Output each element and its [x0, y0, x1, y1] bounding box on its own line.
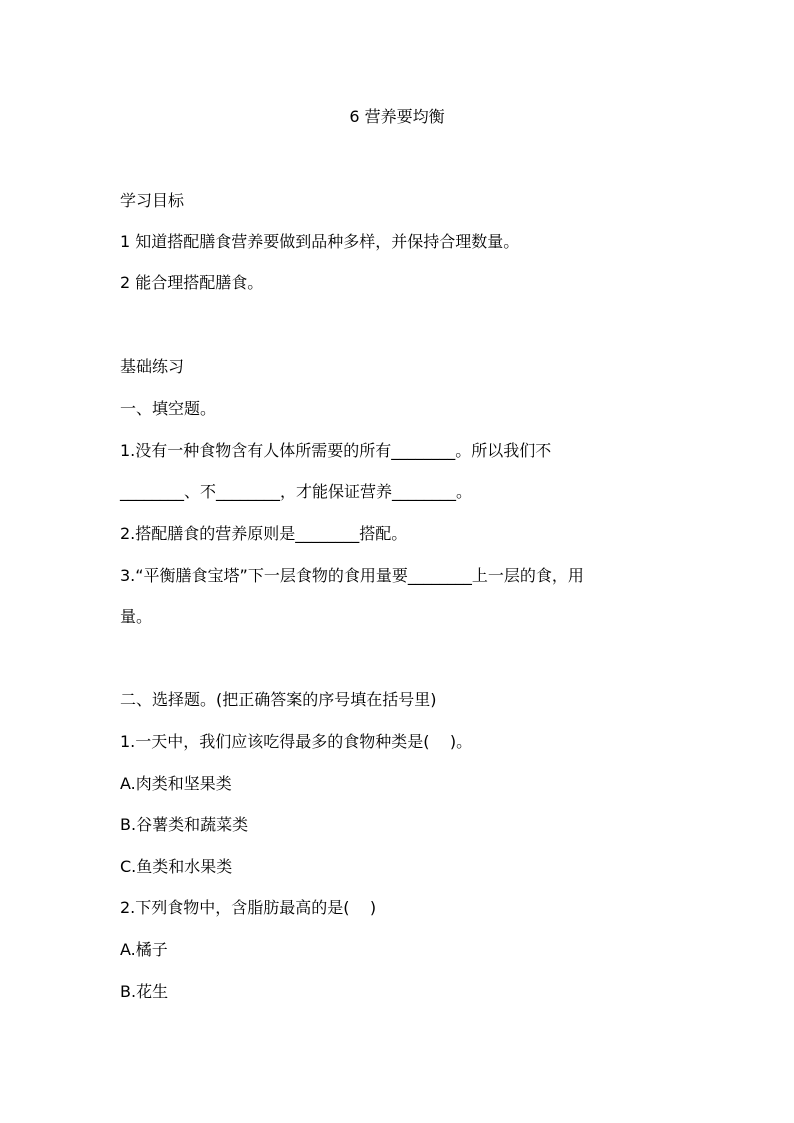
fill-blank-heading: 一、填空题。: [120, 399, 217, 418]
fill-blank-line: 1.没有一种食物含有人体所需要的所有________。所以我们不: [120, 441, 552, 460]
document-title: 6 营养要均衡: [349, 107, 445, 126]
question-option: B.谷薯类和蔬菜类: [120, 815, 249, 834]
fill-blank-line: ________、不________，才能保证营养________。: [120, 482, 473, 501]
fill-blank-line: 量。: [120, 607, 153, 626]
fill-blank-line: 2.搭配膳食的营养原则是________搭配。: [120, 524, 408, 543]
objective-item: 1 知道搭配膳食营养要做到品种多样，并保持合理数量。: [120, 232, 520, 251]
objective-item: 2 能合理搭配膳食。: [120, 273, 264, 292]
question-option: A.橘子: [120, 940, 168, 959]
question-stem: 1.一天中，我们应该吃得最多的食物种类是( )。: [120, 732, 473, 751]
practice-heading: 基础练习: [120, 357, 185, 376]
multiple-choice-heading: 二、选择题。(把正确答案的序号填在括号里): [120, 690, 437, 709]
question-option: C.鱼类和水果类: [120, 857, 233, 876]
objectives-heading: 学习目标: [120, 191, 185, 210]
question-option: B.花生: [120, 982, 169, 1001]
fill-blank-line: 3.“平衡膳食宝塔”下一层食物的食用量要________上一层的食，用: [120, 566, 584, 585]
question-option: A.肉类和坚果类: [120, 774, 232, 793]
question-stem: 2.下列食物中，含脂肪最高的是( ): [120, 898, 377, 917]
